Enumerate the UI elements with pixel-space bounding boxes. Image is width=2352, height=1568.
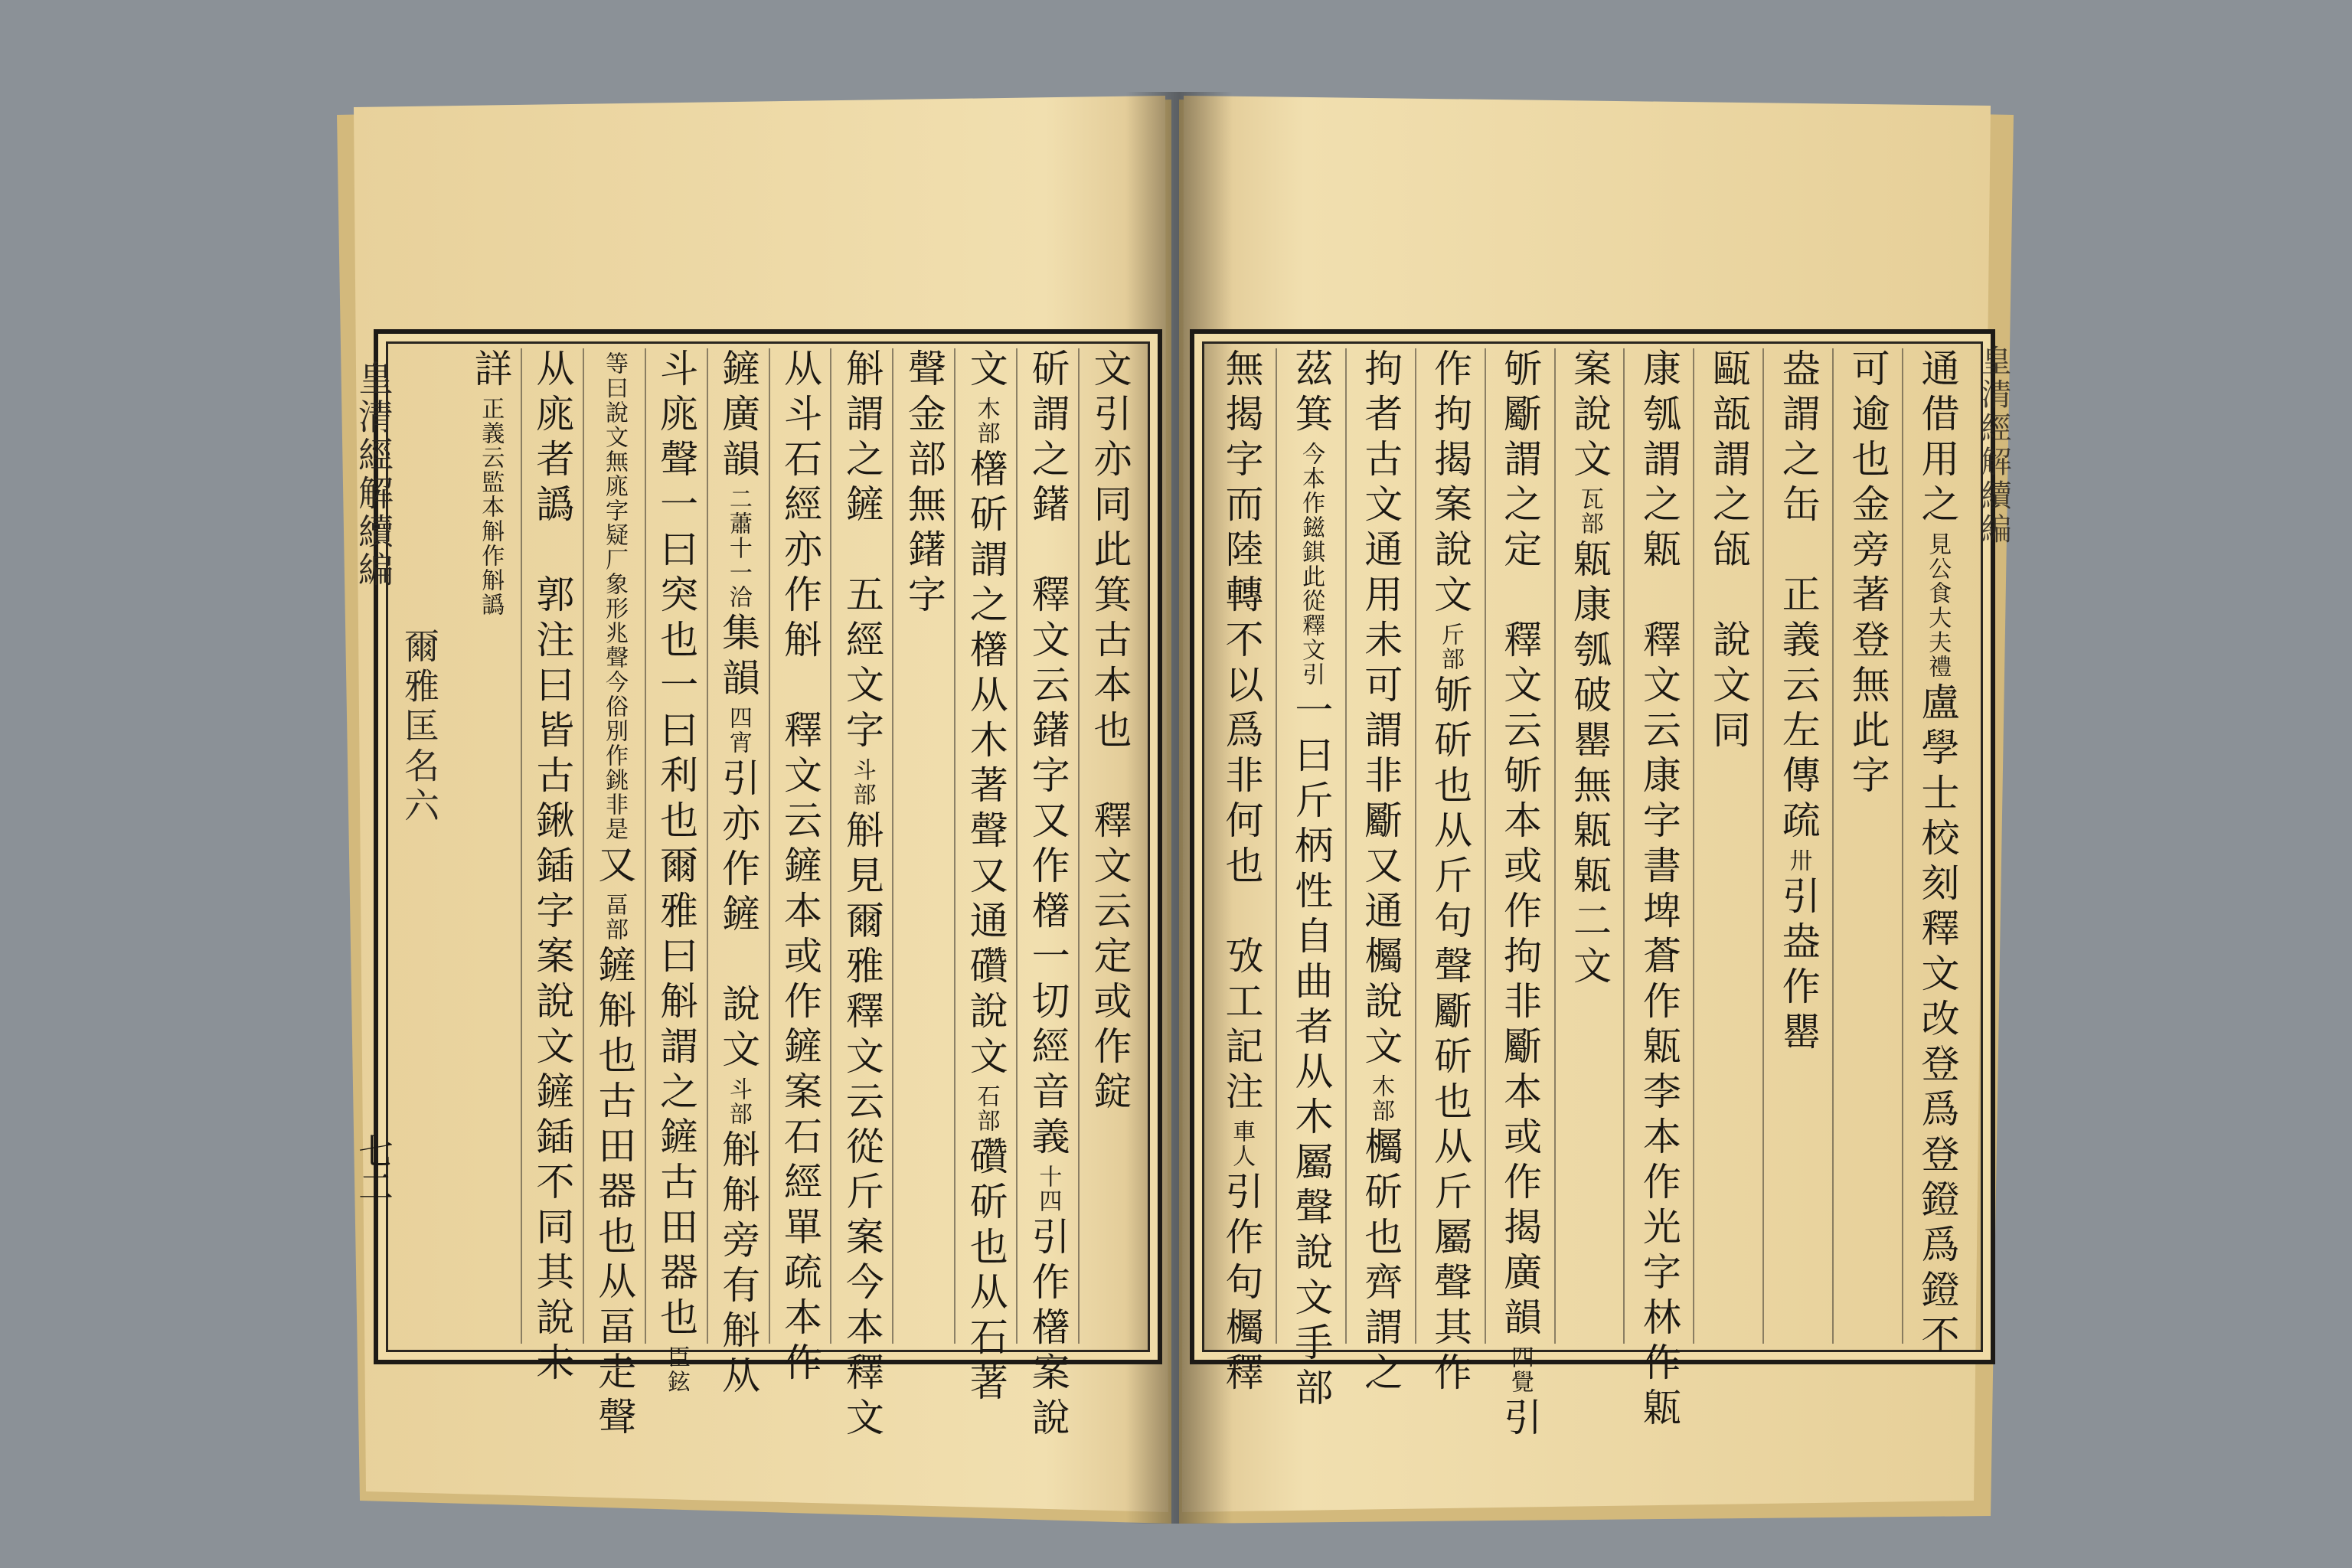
left-section-label: 爾雅匡名六: [399, 628, 440, 827]
main-text: 文引亦同此箕古本也 釋文云定或作錠: [1087, 348, 1132, 1116]
main-text: 櫡斫謂之櫡从木著聲又通礸說文: [963, 449, 1008, 1081]
annotation-text: 四宵: [724, 706, 752, 755]
right-series-title: 皇清經解續編: [1976, 345, 2011, 547]
annotation-text: 斤部: [1436, 622, 1464, 671]
main-text: 茲箕: [1289, 348, 1334, 439]
main-text: 可逾也金旁著登無此字: [1845, 348, 1890, 800]
main-text: 通借用之: [1915, 348, 1960, 529]
text-column: [1763, 348, 1833, 1344]
annotation-text: 二蕭十一洽: [724, 487, 752, 609]
main-text: 甌瓿謂之瓵 說文同: [1706, 348, 1751, 755]
text-column: [459, 348, 521, 1344]
text-column: [1207, 348, 1276, 1397]
text-column: [1694, 348, 1763, 1344]
main-text: 甈康瓠破罌無甈甈二文: [1566, 539, 1612, 991]
main-text: 作拘揭案說文: [1428, 348, 1473, 619]
text-column: [707, 348, 769, 1400]
left-text-columns: [459, 348, 1141, 1442]
annotation-text: 四覺: [1506, 1345, 1534, 1394]
main-text: 詳: [468, 348, 513, 394]
main-text: 引亦作鏟 說文: [716, 758, 761, 1074]
main-text: 从斗石經亦作斛 釋文云鏟本或作鏟案石經單疏本作: [777, 348, 822, 1387]
text-column: [521, 348, 583, 1387]
annotation-text: 木部: [972, 397, 1000, 446]
main-text: 一曰斤柄性自曲者从木屬聲說文手部: [1289, 690, 1334, 1413]
text-column: [1833, 348, 1903, 1344]
main-text: 欘斫也齊謂之: [1358, 1126, 1403, 1397]
text-column: [645, 348, 707, 1394]
main-text: 引: [1498, 1397, 1543, 1442]
main-text: 斛見爾雅釋文云從斤案今本釋文: [839, 810, 884, 1442]
text-column: [831, 348, 893, 1442]
main-text: 引盎作罌: [1775, 876, 1821, 1057]
main-text: 斛謂之鏟 五經文字: [839, 348, 884, 755]
main-text: 鏟廣韻: [716, 348, 761, 484]
annotation-text: 斗部: [848, 758, 876, 807]
text-column: [769, 348, 831, 1387]
left-leaf-number: 七二: [353, 1133, 394, 1204]
annotation-text: 見公食大夫禮: [1924, 532, 1952, 679]
main-text: 引作櫡案說: [1025, 1217, 1070, 1442]
main-text: 引作句欘釋: [1219, 1171, 1264, 1397]
text-column: [955, 348, 1017, 1407]
text-column: [1624, 348, 1694, 1432]
main-text: 康瓠謂之甈 釋文云康字書埤蒼作甈李本作光字林作甈: [1636, 348, 1681, 1432]
main-text: 斛斛旁有斛从: [716, 1129, 761, 1400]
text-column: [893, 348, 955, 1344]
main-text: 集韻: [716, 612, 761, 703]
annotation-text: 臣鉉: [662, 1345, 690, 1394]
main-text: 从庣者譌 郭注曰皆古鍬鍤字案說文鏟鍤不同其說未: [530, 348, 575, 1387]
main-text: 盧學士校刻釋文改登爲登鐙爲鐙不: [1915, 682, 1960, 1360]
text-column: [1079, 348, 1141, 1344]
annotation-text: 車人: [1228, 1119, 1256, 1168]
annotation-text: 卅: [1785, 848, 1812, 873]
right-text-columns: [1207, 348, 1972, 1442]
main-text: 無揭字而陸轉不以爲非何也 攷工記注: [1219, 348, 1264, 1116]
annotation-text: 正義云監本斛作斛譌: [477, 397, 505, 617]
main-text: 文: [963, 348, 1008, 394]
left-series-title: 皇清經解續編: [353, 360, 394, 590]
text-column: [1903, 348, 1972, 1360]
main-text: 斪斫也从斤句聲斸斫也从斤屬聲其作: [1428, 675, 1473, 1397]
text-column: [1276, 348, 1346, 1413]
main-text: 斫謂之鐯 釋文云鐯字又作櫡一切經音義: [1025, 348, 1070, 1161]
main-text: 又: [592, 844, 637, 890]
text-column: [1346, 348, 1416, 1397]
main-text: 礸斫也从石著: [963, 1136, 1008, 1407]
annotation-text: 今本作鎡錤此從釋文引: [1298, 442, 1325, 687]
annotation-text: 石部: [972, 1084, 1000, 1133]
text-column: [583, 348, 645, 1442]
text-column: [1416, 348, 1485, 1397]
main-text: 拘者古文通用未可謂非斸又通欘說文: [1358, 348, 1403, 1071]
annotation-text: 斗部: [724, 1077, 752, 1126]
main-text: 案說文: [1566, 348, 1612, 484]
right-page: [1176, 0, 2352, 1568]
annotation-text: 十四: [1034, 1165, 1062, 1214]
main-text: 聲金部無鐯字: [901, 348, 946, 619]
text-column: [1017, 348, 1079, 1442]
main-text: 斪斸謂之定 釋文云斪本或作拘非斸本或作揭廣韻: [1498, 348, 1543, 1342]
annotation-text: 瓦部: [1576, 487, 1603, 536]
annotation-text: 等曰說文無庣字疑厂象形兆聲今俗別作銚非是: [601, 351, 629, 841]
text-column: [1485, 348, 1555, 1442]
annotation-text: 木部: [1367, 1074, 1395, 1123]
main-text: 鏟斛也古田器也从畐走聲: [592, 945, 637, 1442]
annotation-text: 畐部: [601, 893, 629, 942]
text-column: [1555, 348, 1625, 1344]
main-text: 斗庣聲一曰突也一曰利也爾雅曰斛謂之鏟古田器也: [654, 348, 699, 1342]
main-text: 盎謂之缶 正義云左傳疏: [1775, 348, 1821, 845]
